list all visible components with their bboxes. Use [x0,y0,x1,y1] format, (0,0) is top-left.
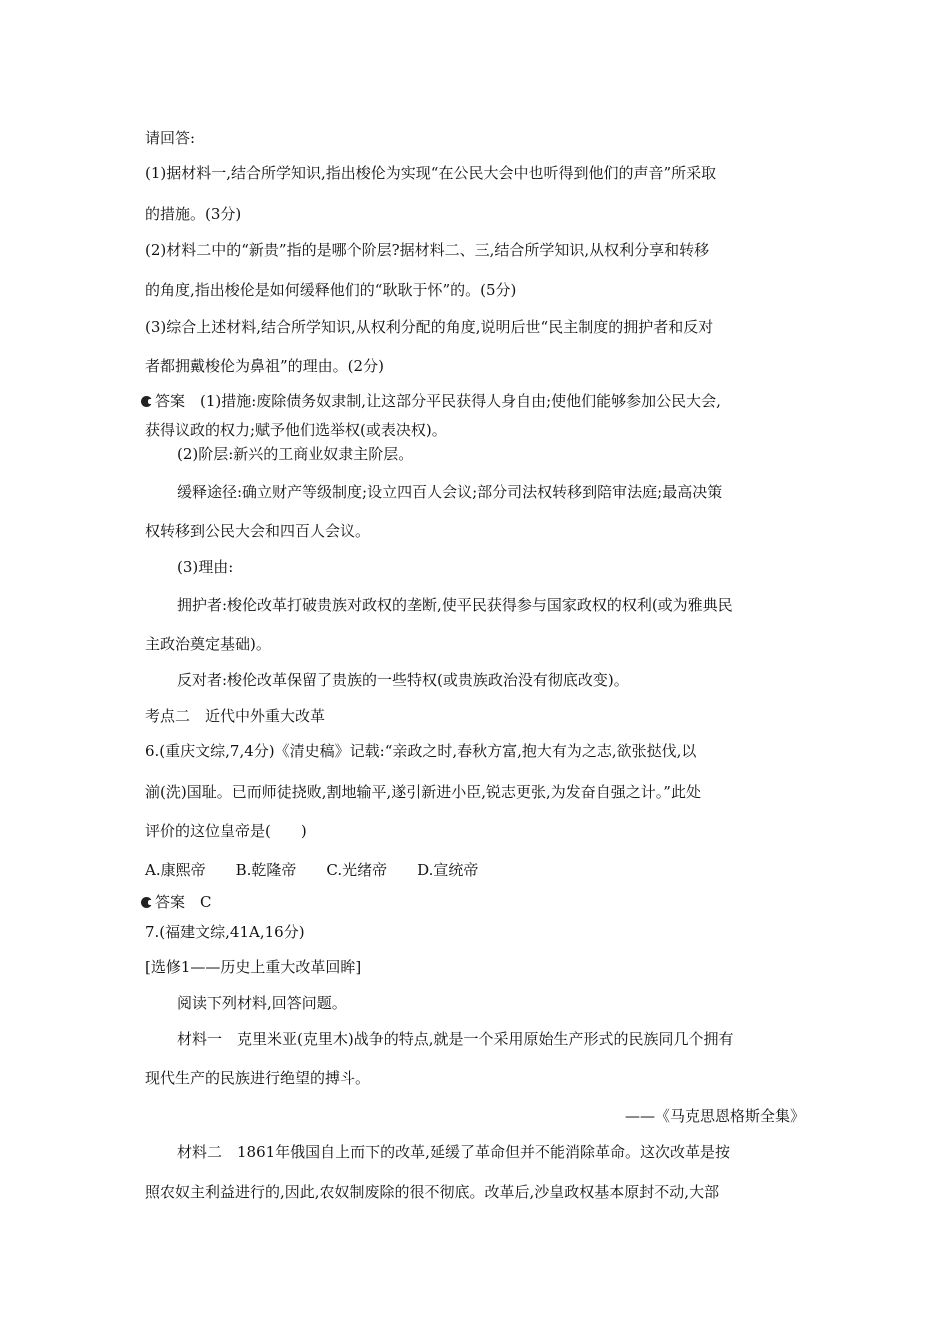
question-3-line-1: (3)综合上述材料,结合所学知识,从权利分配的角度,说明后世“民主制度的拥护者和反对 [145,318,714,336]
answer-line-2: 获得议政的权力;赋予他们选举权(或表决权)。 [145,421,447,439]
prompt-line: 请回答: [145,129,196,147]
question-6-options: A.康熙帝 B.乾隆帝 C.光绪帝 D.宣统帝 [145,861,479,879]
answer-2-stratum: (2)阶层:新兴的工商业奴隶主阶层。 [177,445,414,463]
answer-2-approach-line-1: 缓释途径:确立财产等级制度;设立四百人会议;部分司法权转移到陪审法庭;最高决策 [177,483,723,501]
reading-instruction: 阅读下列材料,回答问题。 [177,994,347,1012]
material-1-source: ——《马克思恩格斯全集》 [624,1107,805,1125]
answer-marker-icon [141,396,152,407]
section-heading: 考点二 近代中外重大改革 [145,707,326,725]
question-6-line-1: 6.(重庆文综,7,4分)《清史稿》记载:“亲政之时,春秋方富,抱大有为之志,欲张挞伐,以 [145,742,697,760]
question-1-line-1: (1)据材料一,结合所学知识,指出梭伦为实现“在公民大会中也听得到他们的声音”所采取 [145,164,717,182]
material-2-line-2: 照农奴主利益进行的,因此,农奴制废除的很不彻底。改革后,沙皇政权基本原封不动,大部 [145,1183,720,1201]
answer-6-text: 答案 C [155,893,212,911]
question-6-line-2: 湔(洗)国耻。已而师徒挠败,割地输平,遂引新进小臣,锐志更张,为发奋自强之计。”此处 [145,783,701,801]
question-2-line-1: (2)材料二中的“新贵”指的是哪个阶层?据材料二、三,结合所学知识,从权利分享和转移 [145,241,710,259]
answer-line-1 [141,391,721,411]
answer-marker-icon [141,897,152,908]
answer-6-line [141,892,211,912]
question-1-line-2: 的措施。(3分) [145,205,242,223]
question-7-heading: 7.(福建文综,41A,16分) [145,923,305,941]
supporters-line-2: 主政治奠定基础)。 [145,635,271,653]
opponents-line: 反对者:梭伦改革保留了贵族的一些特权(或贵族政治没有彻底改变)。 [177,671,629,689]
answer-2-approach-line-2: 权转移到公民大会和四百人会议。 [145,522,371,540]
question-2-line-2: 的角度,指出梭伦是如何缓释他们的“耿耿于怀”的。(5分) [145,281,517,299]
material-1-line-2: 现代生产的民族进行绝望的搏斗。 [145,1069,371,1087]
answer-text: 答案 (1)措施:废除债务奴隶制,让这部分平民获得人身自由;使他们能够参加公民大会, [155,392,721,410]
question-6-line-3: 评价的这位皇帝是( ) [145,822,307,840]
question-3-line-2: 者都拥戴梭伦为鼻祖”的理由。(2分) [145,357,384,375]
supporters-line-1: 拥护者:梭伦改革打破贵族对政权的垄断,使平民获得参与国家政权的权利(或为雅典民 [177,596,733,614]
material-2-line-1: 材料二 1861年俄国自上而下的改革,延缓了革命但并不能消除革命。这次改革是按 [177,1143,730,1161]
answer-3-heading: (3)理由: [177,558,234,576]
elective-heading: [选修1——历史上重大改革回眸] [145,958,362,976]
material-1-line-1: 材料一 克里米亚(克里木)战争的特点,就是一个采用原始生产形式的民族同几个拥有 [177,1030,734,1048]
